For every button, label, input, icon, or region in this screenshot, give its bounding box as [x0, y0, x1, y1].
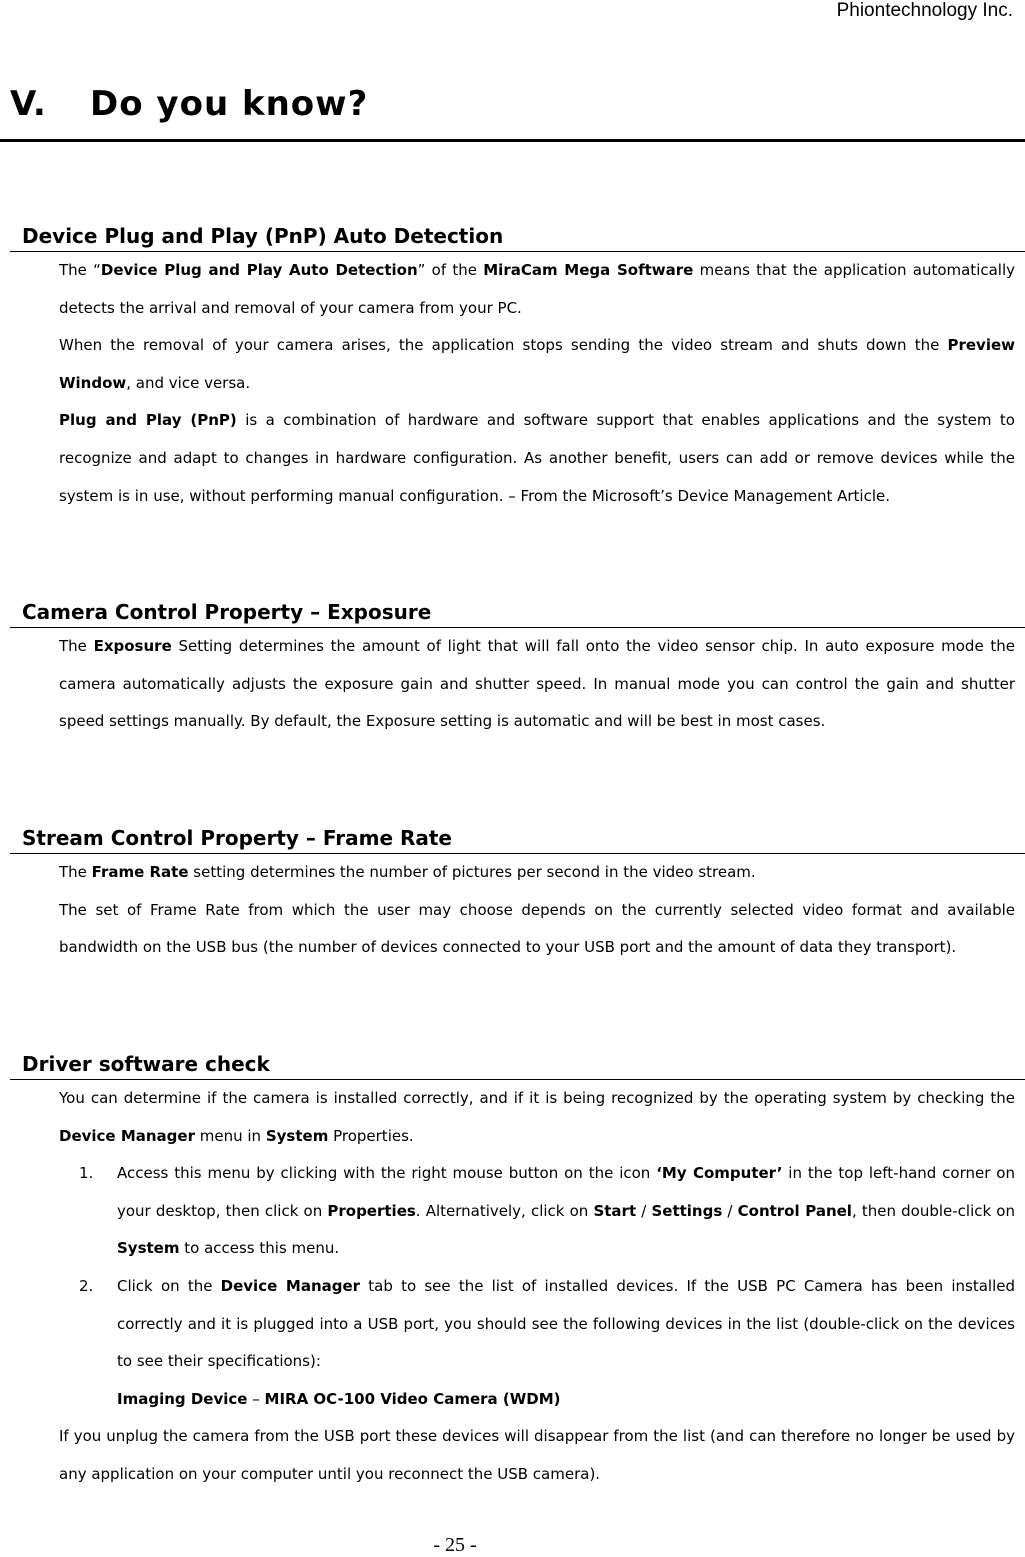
paragraph-pnp-intro: The “Device Plug and Play Auto Detection” of the MiraCam Mega Software means that the application automatically detects the arrival and removal of your camera from your PC.	[59, 261, 1016, 317]
section-body-pnp	[59, 252, 1015, 515]
chapter-title: Do you know?	[90, 84, 369, 124]
section-title-driver-check: Driver software check	[22, 1052, 270, 1076]
chapter-divider	[0, 139, 1025, 142]
list-item	[59, 1268, 1015, 1381]
device-entry: Imaging Device – MIRA OC-100 Video Camera (WDM)	[117, 1389, 561, 1408]
section-title-exposure: Camera Control Property – Exposure	[22, 600, 432, 624]
section-body-frame-rate	[59, 854, 1015, 967]
list-item-text: Click on the Device Manager tab to see the list of installed devices. If the USB PC Camera has been installed correctly and it is plugged into a USB port, you should see the following devices in the list (double-click on the devices to see their specifications):	[117, 1276, 1015, 1371]
chapter-heading	[10, 82, 368, 126]
section-body-driver-check	[59, 1080, 1015, 1494]
list-item-text: Access this menu by clicking with the right mouse button on the icon ‘My Computer’ in the top left-hand corner on your desktop, then click on Properties. Alternatively, click on Start / Settings / Control Panel, then double-click on System to access this menu.	[117, 1164, 1015, 1258]
section-body-exposure	[59, 628, 1015, 741]
section-driver-check	[0, 1049, 1025, 1494]
paragraph-pnp-removal: When the removal of your camera arises, the application stops sending the video stream and shuts down the Preview Window, and vice versa.	[59, 336, 1015, 392]
section-pnp	[0, 221, 1025, 515]
paragraph-driver-unplug: If you unplug the camera from the USB port these devices will disappear from the list (and can therefore no longer be used by any application on your computer until you reconnect the USB camera).	[59, 1427, 1015, 1483]
company-name: Phiontechnology Inc.	[836, 0, 1013, 21]
paragraph-frame-rate-intro: The Frame Rate setting determines the number of pictures per second in the video stream.	[59, 863, 756, 881]
paragraph-exposure: The Exposure Setting determines the amount of light that will fall onto the video sensor chip. In auto exposure mode the camera automatically adjusts the exposure gain and shutter speed. In manual mode you can control the gain and shutter speed settings manually. By default, the Exposure setting is automatic and will be best in most cases.	[59, 637, 1015, 731]
section-title-frame-rate: Stream Control Property – Frame Rate	[22, 826, 452, 850]
list-item-number: 1.	[79, 1164, 94, 1183]
steps-list	[59, 1155, 1015, 1418]
list-item-number: 2.	[79, 1276, 94, 1295]
chapter-number: V.	[10, 84, 47, 124]
paragraph-driver-intro: You can determine if the camera is installed correctly, and if it is being recognized by the operating system by checking the Device Manager menu in System Properties.	[59, 1089, 1015, 1145]
paragraph-pnp-definition: Plug and Play (PnP) is a combination of hardware and software support that enables applications and the system to recognize and adapt to changes in hardware configuration. As another benefit, users can add or remove devices while the system is in use, without performing manual configuration. – From the Microsoft’s Device Management Article.	[59, 411, 1015, 505]
page-number: - 25 -	[433, 1534, 477, 1556]
list-item	[59, 1155, 1015, 1268]
section-title-pnp: Device Plug and Play (PnP) Auto Detection	[22, 224, 504, 248]
paragraph-frame-rate-bandwidth: The set of Frame Rate from which the user may choose depends on the currently selected video format and available bandwidth on the USB bus (the number of devices connected to your USB port and the amount of data they transport).	[59, 900, 1015, 957]
section-exposure	[0, 597, 1025, 741]
section-frame-rate	[0, 823, 1025, 967]
